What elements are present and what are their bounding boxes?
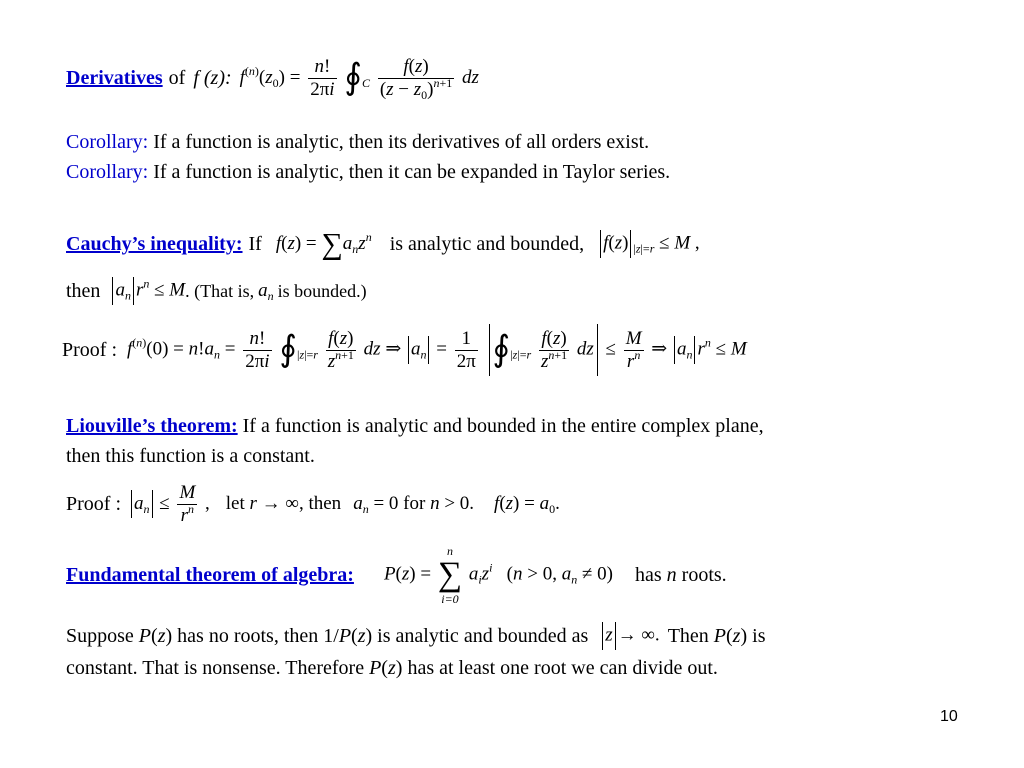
liouville-text-2: then this function is a constant. [66,445,315,467]
fta-polynomial: P(z) = n ∑ i=0 $a_iz^i$ (n > 0, $a_n \ne 0$) [383,544,613,606]
fta-line: Fundamental theorem of algebra: P(z) = n ∑ i=0 $a_iz^i$ (n > 0, $a_n \ne 0$) has n roots. [66,544,727,606]
liouville-line-1 [66,414,764,438]
cauchy-proof-formula: $f^{(n)}(0) = n!a_n$ = $\frac{n!}{2\pi i}$ $∮_{|z|=r}$ $\frac{f(z)}{z^{n+1}}$ dz ⇒ $a_n$ = $\frac{1}{2\pi}$ $∮_{|z|=r}$ $\frac{f(z)}{z^{n+1}}$ dz ≤ $\frac{M}{r^n}$ ⇒ $a_n$ $r^n \le M$ [127,324,747,376]
derivative-formula: $f^{(n)}(z_0)$ = $\frac{n!}{2\pi i}$ $∮_C$ $\frac{f(z)}{(z - z_0)^{n+1}}$ dz [239,55,479,102]
liouville-line-2 [66,444,315,468]
page-number: 10 [940,708,958,725]
derivatives-of: of [168,67,186,89]
cauchy-bounded: is bounded.) [277,281,367,301]
liouville-text-1: If a function is analytic and bounded in the entire complex plane, [242,415,764,437]
liouville-let: let [225,493,245,514]
cauchy-then: then [66,280,101,302]
fta-roots: roots. [681,564,727,586]
cauchy-proof [62,318,747,382]
suppose-line-2: constant. That is nonsense. Therefore P(z) has at least one root we can divide out. [66,657,718,679]
corollary-label: Corollary: [66,131,149,153]
suppose-p2: has no roots, then 1/ [177,625,339,647]
liouville-then: , then [298,493,342,514]
liouville-for: for [403,493,426,514]
liouville-heading[interactable]: Liouville’s theorem: [66,415,238,437]
suppose-line-1: Suppose P(z) has no roots, then 1/ P(z) is analytic and bounded as z → ∞. Then P(z) is [66,622,765,650]
cauchy-if: If [248,233,262,255]
cauchy-line [66,226,700,262]
cauchy-then-line: then $a_n$ $r^n \le M$ . (That is, $a_n$ is bounded.) [66,276,367,304]
liouville-proof: Proof : $a_n$ ≤ $\frac{M}{r^n}$ , let r → ∞, then $a_n = 0$ for n > 0. $f(z) = a_0$. [66,481,560,526]
fta-has: has [634,564,662,586]
suppose-p1: Suppose [66,625,134,647]
corollary-label: Corollary: [66,161,149,183]
suppose-p3: is analytic and bounded as [377,625,589,647]
suppose-p5: is [752,625,766,647]
corollary-text: If a function is analytic, then its derivatives of all orders exist. [153,131,650,153]
cauchy-series: $f(z) = \sum a_nz^n$ [275,227,372,261]
derivatives-line [66,48,479,108]
derivatives-func: f (z): [193,67,232,89]
suppose-p4: Then [667,625,709,647]
proof-label: Proof : [66,493,121,515]
cauchy-bound: f(z) $_{|z|=r}$ ≤ M , [598,230,700,258]
cauchy-that-is: . (That is, [185,281,255,301]
contour-integral-icon: ∮ [344,58,363,97]
corollary-text: If a function is analytic, then it can be expanded in Taylor series. [153,161,671,183]
cauchy-heading[interactable]: Cauchy’s inequality: [66,233,243,255]
suppose-p6: constant. That is nonsense. Therefore [66,657,365,679]
fta-heading[interactable]: Fundamental theorem of algebra: [66,564,354,586]
corollary-1 [66,130,649,154]
derivatives-heading[interactable]: Derivatives [66,67,163,89]
liouville-proof-formula: $a_n$ ≤ $\frac{M}{r^n}$ , [129,482,210,527]
proof-label: Proof : [62,339,117,361]
corollary-2 [66,160,670,184]
cauchy-result: $a_n$ $r^n \le M$ [110,277,185,305]
suppose-p7: has at least one root we can divide out. [407,657,718,679]
cauchy-middle: is analytic and bounded, [389,233,585,255]
